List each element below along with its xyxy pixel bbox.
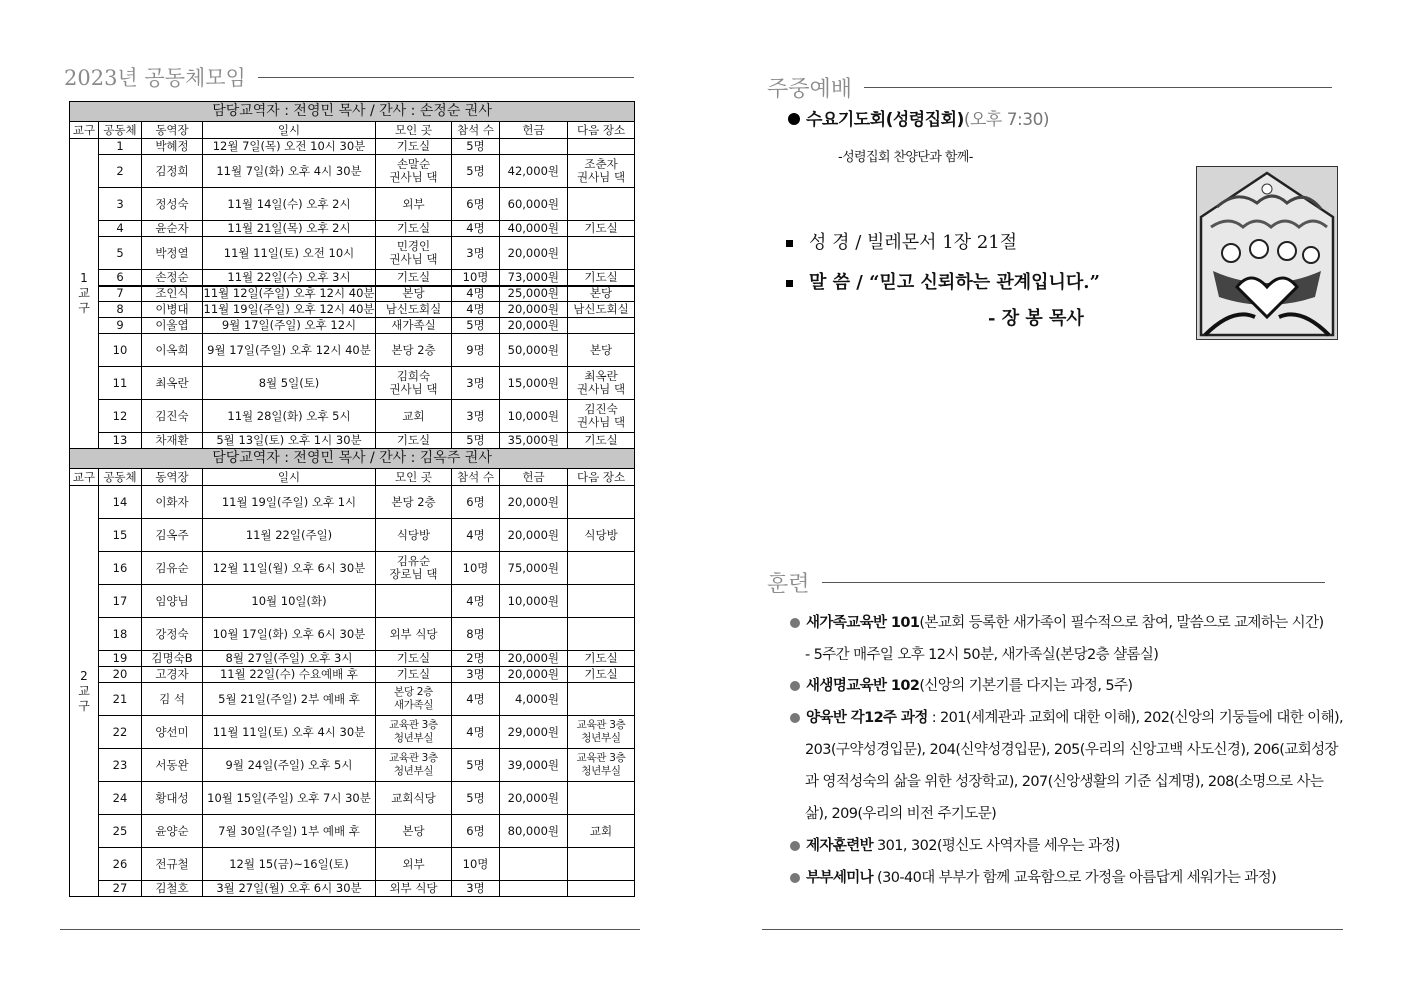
meeting-place: 외부 식당: [376, 881, 452, 897]
next-place: [568, 188, 635, 221]
bullet-icon: [790, 841, 800, 851]
bullet-icon: [790, 713, 800, 723]
offering: 50,000원: [500, 334, 568, 367]
meeting-place: 본당: [376, 815, 452, 848]
training-item: [790, 674, 1132, 695]
hands-heart-illustration-icon: [1197, 167, 1337, 339]
meeting-date: 11월 11일(토) 오후 4시 30분: [203, 716, 376, 749]
table-row: [70, 815, 635, 848]
group-number: 1: [99, 139, 142, 155]
table-row: [70, 139, 635, 155]
right-footer-rule: [762, 929, 1343, 930]
meeting-place: 교육관 3층 청년부실: [376, 716, 452, 749]
offering: 20,000원: [500, 318, 568, 334]
group-number: 8: [99, 302, 142, 318]
meeting-place: 외부: [376, 848, 452, 881]
table-row: [70, 155, 635, 188]
group-number: 13: [99, 433, 142, 449]
district-banner-row: [70, 102, 635, 122]
group-number: 7: [99, 286, 142, 302]
sermon-text: 말 씀 / “믿고 신뢰하는 관계입니다.”: [809, 272, 1100, 293]
column-header-row: [70, 122, 635, 139]
attendance: 6명: [452, 486, 500, 519]
training-description: : 201(세계관과 교회에 대한 이해), 202(신앙의 기둥들에 대한 이해),: [927, 710, 1344, 726]
header-rule: [864, 87, 1332, 88]
attendance: 4명: [452, 286, 500, 302]
column-header: 동역장: [142, 122, 203, 139]
column-header: 헌금: [500, 469, 568, 486]
district-banner-row: [70, 449, 635, 469]
meeting-date: 9월 24일(주일) 오후 5시: [203, 749, 376, 782]
leader-name: 김정희: [142, 155, 203, 188]
offering: 35,000원: [500, 433, 568, 449]
offering: 20,000원: [500, 486, 568, 519]
attendance: 5명: [452, 749, 500, 782]
meeting-date: 11월 21일(목) 오후 2시: [203, 221, 376, 237]
service-note: -성령집회 찬양단과 함께-: [838, 150, 973, 165]
group-number: 23: [99, 749, 142, 782]
training-description-continued: 과 영적성숙의 삶을 위한 성장학교), 207(신앙생활의 기준 십계명), 208(소명으로 사는: [805, 774, 1324, 790]
column-header: 교구: [70, 469, 99, 486]
group-number: 19: [99, 651, 142, 667]
table-row: [70, 188, 635, 221]
training-section-header: [767, 567, 1325, 598]
square-bullet-icon: [786, 280, 793, 287]
attendance: 5명: [452, 155, 500, 188]
group-number: 20: [99, 667, 142, 683]
meeting-date: 12월 11일(월) 오후 6시 30분: [203, 552, 376, 585]
table-row: [70, 667, 635, 683]
table-row: [70, 848, 635, 881]
group-number: 15: [99, 519, 142, 552]
service-name: 수요기도회(성령집회): [806, 110, 964, 130]
next-place: 식당방: [568, 519, 635, 552]
attendance: 3명: [452, 237, 500, 270]
bullet-icon: [790, 618, 800, 628]
meeting-place: 본당: [376, 286, 452, 302]
table-row: [70, 286, 635, 302]
next-place: 최옥란 권사님 댁: [568, 367, 635, 400]
meeting-date: 10월 15일(주일) 오후 7시 30분: [203, 782, 376, 815]
meeting-date: 11월 22일(수) 오후 3시: [203, 270, 376, 286]
attendance: 5명: [452, 782, 500, 815]
table-row: [70, 782, 635, 815]
training-description-continued: 삶), 209(우리의 비전 주기도문): [805, 806, 997, 822]
table-row: [70, 367, 635, 400]
offering: 20,000원: [500, 782, 568, 815]
training-name: 제자훈련반: [806, 838, 874, 854]
leader-name: 김명숙B: [142, 651, 203, 667]
offering: 20,000원: [500, 667, 568, 683]
column-header: 다음 장소: [568, 469, 635, 486]
leader-name: 김옥주: [142, 519, 203, 552]
attendance: 6명: [452, 188, 500, 221]
offering: 4,000원: [500, 683, 568, 716]
meeting-place: 본당 2층: [376, 334, 452, 367]
header-rule: [822, 582, 1325, 583]
training-name: 새생명교육반 102: [806, 678, 920, 694]
training-name: 부부세미나: [806, 870, 874, 886]
leader-name: 이병대: [142, 302, 203, 318]
column-header: 참석 수: [452, 122, 500, 139]
schedule-section-header: [64, 62, 634, 92]
group-number: 3: [99, 188, 142, 221]
meeting-place: 새가족실: [376, 318, 452, 334]
next-place: [568, 881, 635, 897]
meeting-date: 7월 30일(주일) 1부 예배 후: [203, 815, 376, 848]
column-header: 다음 장소: [568, 122, 635, 139]
leader-name: 윤양순: [142, 815, 203, 848]
next-place: [568, 552, 635, 585]
attendance: 3명: [452, 667, 500, 683]
offering: 10,000원: [500, 585, 568, 618]
meeting-place: 교회식당: [376, 782, 452, 815]
leader-name: 박정열: [142, 237, 203, 270]
bullet-icon: [790, 873, 800, 883]
next-place: 기도실: [568, 651, 635, 667]
table-row: [70, 552, 635, 585]
training-description: (본교회 등록한 새가족이 필수적으로 참여, 말씀으로 교제하는 시간): [919, 615, 1324, 631]
group-number: 21: [99, 683, 142, 716]
group-number: 9: [99, 318, 142, 334]
offering: [500, 848, 568, 881]
offering: 10,000원: [500, 400, 568, 433]
meeting-place: 기도실: [376, 139, 452, 155]
meeting-place: 기도실: [376, 667, 452, 683]
meeting-date: 12월 7일(목) 오전 10시 30분: [203, 139, 376, 155]
next-place: 기도실: [568, 270, 635, 286]
table-row: [70, 585, 635, 618]
meeting-date: 11월 7일(화) 오후 4시 30분: [203, 155, 376, 188]
next-place: [568, 585, 635, 618]
meeting-place: 기도실: [376, 433, 452, 449]
column-header: 교구: [70, 122, 99, 139]
offering: 20,000원: [500, 237, 568, 270]
column-header: 동역장: [142, 469, 203, 486]
leader-name: 박혜정: [142, 139, 203, 155]
meeting-date: 3월 27일(월) 오후 6시 30분: [203, 881, 376, 897]
offering: 39,000원: [500, 749, 568, 782]
next-place: [568, 683, 635, 716]
table-row: [70, 221, 635, 237]
training-description-continued: - 5주간 매주일 오후 12시 50분, 새가족실(본당2층 샬롬실): [805, 647, 1159, 663]
next-place: 본당: [568, 334, 635, 367]
attendance: 10명: [452, 552, 500, 585]
meeting-date: 11월 11일(토) 오전 10시: [203, 237, 376, 270]
column-header: 공동체: [99, 122, 142, 139]
meeting-date: 8월 5일(토): [203, 367, 376, 400]
small-group-schedule-table: [69, 101, 635, 897]
column-header: 공동체: [99, 469, 142, 486]
attendance: 4명: [452, 302, 500, 318]
attendance: 6명: [452, 815, 500, 848]
meeting-place: [376, 585, 452, 618]
next-place: [568, 139, 635, 155]
group-number: 27: [99, 881, 142, 897]
meeting-date: 11월 28일(화) 오후 5시: [203, 400, 376, 433]
attendance: 8명: [452, 618, 500, 651]
meeting-place: 기도실: [376, 270, 452, 286]
group-number: 11: [99, 367, 142, 400]
training-item: [790, 866, 1276, 887]
leader-name: 이화자: [142, 486, 203, 519]
next-place: [568, 848, 635, 881]
table-row: [70, 486, 635, 519]
meeting-date: 5월 21일(주일) 2부 예배 후: [203, 683, 376, 716]
scripture-text: 성 경 / 빌레몬서 1장 21절: [809, 232, 1018, 253]
leader-name: 윤순자: [142, 221, 203, 237]
next-place: [568, 618, 635, 651]
table-row: [70, 433, 635, 449]
next-place: 교육관 3층 청년부실: [568, 749, 635, 782]
next-place: [568, 237, 635, 270]
table-row: [70, 716, 635, 749]
attendance: 3명: [452, 400, 500, 433]
group-number: 4: [99, 221, 142, 237]
table-row: [70, 270, 635, 286]
district-banner: 담당교역자 : 전영민 목사 / 간사 : 김옥주 권사: [70, 449, 635, 469]
offering: [500, 618, 568, 651]
district-label: 1 교 구: [70, 139, 99, 449]
meeting-place: 김희숙 권사님 댁: [376, 367, 452, 400]
column-header-row: [70, 469, 635, 486]
offering: 20,000원: [500, 519, 568, 552]
leader-name: 손정순: [142, 270, 203, 286]
meeting-place: 기도실: [376, 221, 452, 237]
offering: [500, 139, 568, 155]
header-rule: [258, 77, 634, 78]
meeting-date: 12월 15(금)~16일(토): [203, 848, 376, 881]
attendance: 3명: [452, 881, 500, 897]
service-line: [788, 105, 1049, 130]
leader-name: 정성숙: [142, 188, 203, 221]
meeting-date: 11월 19일(주일) 오후 12시 40분: [203, 302, 375, 316]
attendance: 10명: [452, 270, 500, 286]
meeting-place: 민경인 권사님 댁: [376, 237, 452, 270]
meeting-date: 5월 13일(토) 오후 1시 30분: [203, 433, 376, 449]
group-number: 6: [99, 270, 142, 286]
table-row: [70, 237, 635, 270]
leader-name: 전규철: [142, 848, 203, 881]
column-header: 모인 곳: [376, 122, 452, 139]
group-number: 18: [99, 618, 142, 651]
next-place: 기도실: [568, 221, 635, 237]
next-place: 기도실: [568, 433, 635, 449]
group-number: 14: [99, 486, 142, 519]
leader-name: 황대성: [142, 782, 203, 815]
next-place: [568, 782, 635, 815]
worship-section-header: [767, 72, 1332, 103]
meeting-date: 11월 19일(주일) 오후 1시: [203, 486, 376, 519]
leader-name: 이옥희: [142, 334, 203, 367]
table-row: [70, 318, 635, 334]
offering: 80,000원: [500, 815, 568, 848]
attendance: 3명: [452, 367, 500, 400]
offering: 42,000원: [500, 155, 568, 188]
next-place: 남신도회실: [568, 302, 635, 318]
group-number: 10: [99, 334, 142, 367]
column-header: 참석 수: [452, 469, 500, 486]
group-number: 2: [99, 155, 142, 188]
leader-name: 최옥란: [142, 367, 203, 400]
meeting-place: 교회: [376, 400, 452, 433]
next-place: [568, 486, 635, 519]
sermon-illustration: [1196, 166, 1338, 340]
district-banner: 담당교역자 : 전영민 목사 / 간사 : 손정순 권사: [70, 102, 635, 122]
training-description: (신앙의 기본기를 다지는 과정, 5주): [919, 678, 1133, 694]
district-label: 2 교 구: [70, 486, 99, 897]
group-number: 24: [99, 782, 142, 815]
meeting-place: 식당방: [376, 519, 452, 552]
table-row: [70, 334, 635, 367]
group-number: 25: [99, 815, 142, 848]
attendance: 9명: [452, 334, 500, 367]
training-description-continued: 203(구약성경입문), 204(신약성경입문), 205(우리의 신앙고백 사도신경), 206(교회성장: [805, 742, 1338, 758]
offering: 20,000원: [500, 651, 568, 667]
column-header: 일시: [203, 469, 376, 486]
attendance: 4명: [452, 716, 500, 749]
preacher: - 장 봉 목사: [988, 308, 1084, 329]
leader-name: 김철호: [142, 881, 203, 897]
leader-name: 양선미: [142, 716, 203, 749]
next-place: 김진숙 권사님 댁: [568, 400, 635, 433]
meeting-place: 남신도회실: [376, 302, 452, 318]
sermon-line: [786, 268, 1100, 294]
scripture-line: [786, 228, 1017, 254]
meeting-date: 10월 17일(화) 오후 6시 30분: [203, 618, 376, 651]
table-row: [70, 302, 635, 318]
attendance: 5명: [452, 139, 500, 155]
offering: 15,000원: [500, 367, 568, 400]
next-place: 본당: [568, 286, 635, 302]
group-number: 26: [99, 848, 142, 881]
meeting-place: 본당 2층: [376, 486, 452, 519]
attendance: 10명: [452, 848, 500, 881]
group-number: 17: [99, 585, 142, 618]
meeting-place: 외부 식당: [376, 618, 452, 651]
offering: 75,000원: [500, 552, 568, 585]
offering: 60,000원: [500, 188, 568, 221]
meeting-place: 김유순 장로님 댁: [376, 552, 452, 585]
column-header: 일시: [203, 122, 376, 139]
table-row: [70, 651, 635, 667]
leader-name: 임양님: [142, 585, 203, 618]
leader-name: 조인식: [142, 286, 203, 302]
next-place: 기도실: [568, 667, 635, 683]
meeting-date: 11월 14일(수) 오후 2시: [203, 188, 376, 221]
group-number: 5: [99, 237, 142, 270]
training-item: [790, 611, 1324, 632]
table-row: [70, 519, 635, 552]
column-header: 헌금: [500, 122, 568, 139]
leader-name: 이울엽: [142, 318, 203, 334]
schedule-title: 2023년 공동체모임: [64, 66, 246, 90]
training-name: 양육반 각12주 과정: [806, 710, 928, 726]
leader-name: 고경자: [142, 667, 203, 683]
table-row: [70, 683, 635, 716]
attendance: 2명: [452, 651, 500, 667]
group-number: 16: [99, 552, 142, 585]
next-place: [568, 318, 635, 334]
column-header: 모인 곳: [376, 469, 452, 486]
next-place: 조춘자 권사님 댁: [568, 155, 635, 188]
meeting-date: 9월 17일(주일) 오후 12시 40분: [203, 334, 376, 367]
offering: [500, 881, 568, 897]
training-name: 새가족교육반 101: [806, 615, 920, 631]
meeting-place: 교육관 3층 청년부실: [376, 749, 452, 782]
left-footer-rule: [60, 929, 640, 930]
next-place: 교회: [568, 815, 635, 848]
bullet-icon: [788, 113, 800, 125]
offering: 20,000원: [500, 302, 568, 318]
attendance: 4명: [452, 585, 500, 618]
training-title: 훈련: [767, 572, 810, 597]
bullet-icon: [790, 681, 800, 691]
leader-name: 서동완: [142, 749, 203, 782]
table-row: [70, 749, 635, 782]
offering: 29,000원: [500, 716, 568, 749]
attendance: 4명: [452, 519, 500, 552]
training-description: (30-40대 부부가 함께 교육함으로 가정을 아름답게 세워가는 과정): [873, 870, 1277, 886]
meeting-date: 8월 27일(주일) 오후 3시: [203, 651, 376, 667]
meeting-date: 9월 17일(주일) 오후 12시: [203, 318, 376, 334]
meeting-date: 10월 10일(화): [203, 585, 376, 618]
worship-title: 주중예배: [767, 77, 853, 102]
meeting-date: 11월 22일(주일): [203, 519, 376, 552]
meeting-place: 외부: [376, 188, 452, 221]
attendance: 4명: [452, 683, 500, 716]
group-number: 12: [99, 400, 142, 433]
meeting-date: 11월 22일(수) 수요예배 후: [203, 667, 376, 683]
service-time: (오후 7:30): [963, 110, 1050, 130]
meeting-date: 11월 12일(주일) 오후 12시 40분: [203, 286, 375, 301]
attendance: 4명: [452, 221, 500, 237]
table-row: [70, 400, 635, 433]
leader-name: 김 석: [142, 683, 203, 716]
training-item: [790, 706, 1343, 727]
leader-name: 차재환: [142, 433, 203, 449]
table-row: [70, 618, 635, 651]
attendance: 5명: [452, 318, 500, 334]
leader-name: 강정숙: [142, 618, 203, 651]
leader-name: 김진숙: [142, 400, 203, 433]
meeting-place: 손말순 권사님 댁: [376, 155, 452, 188]
attendance: 5명: [452, 433, 500, 449]
leader-name: 김유순: [142, 552, 203, 585]
meeting-place: 기도실: [376, 651, 452, 667]
square-bullet-icon: [786, 240, 793, 247]
group-number: 22: [99, 716, 142, 749]
table-row: [70, 881, 635, 897]
offering: 25,000원: [500, 286, 568, 302]
training-item: [790, 834, 1120, 855]
training-description: 301, 302(평신도 사역자를 세우는 과정): [873, 838, 1120, 854]
offering: 40,000원: [500, 221, 568, 237]
next-place: 교육관 3층 청년부실: [568, 716, 635, 749]
offering: 73,000원: [500, 270, 568, 286]
meeting-place: 본당 2층 새가족실: [376, 683, 452, 716]
